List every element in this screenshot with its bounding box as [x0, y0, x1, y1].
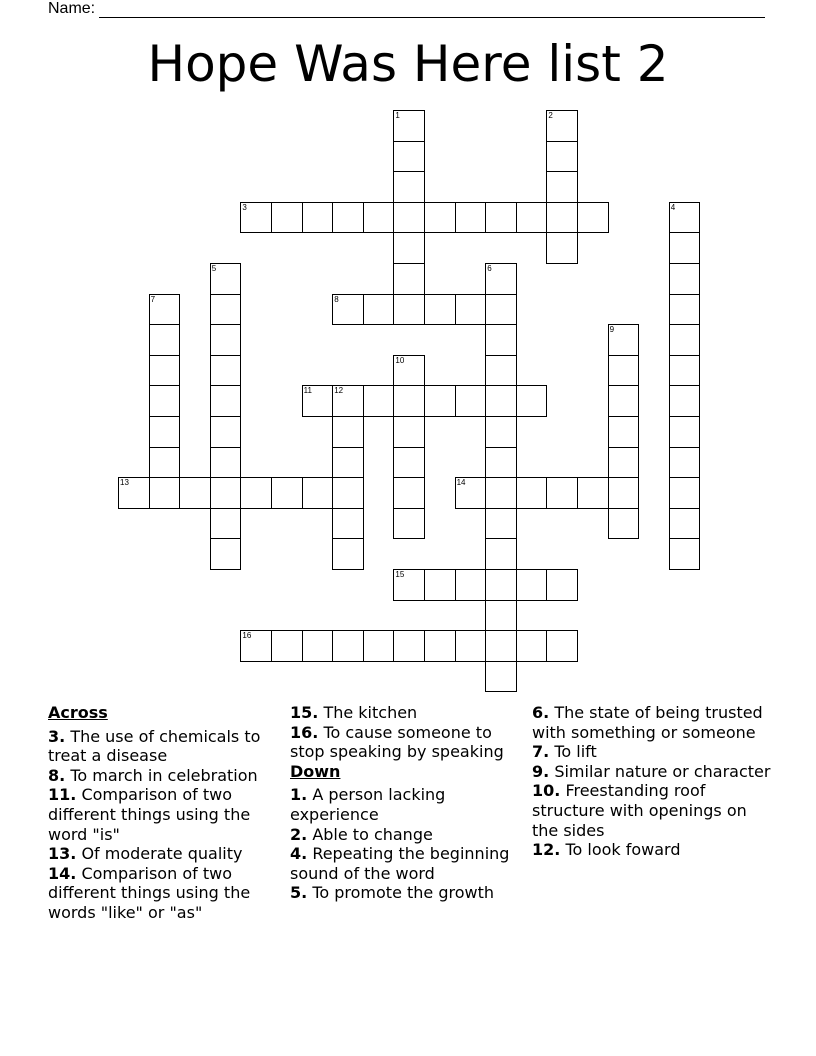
grid-cell[interactable] — [332, 630, 364, 662]
grid-cell[interactable] — [516, 630, 548, 662]
grid-cell[interactable] — [485, 569, 517, 601]
clue-number: 12. — [532, 840, 561, 860]
clue-number: 7. — [532, 742, 550, 762]
grid-cell[interactable] — [302, 385, 334, 417]
clue-number: 9. — [532, 761, 550, 781]
puzzle-title: Hope Was Here list 2 — [147, 35, 669, 93]
clue-down-10 — [532, 781, 772, 840]
grid-cell[interactable] — [577, 202, 609, 234]
grid-cell[interactable] — [516, 477, 548, 509]
grid-cell[interactable] — [669, 263, 701, 295]
grid-cell[interactable] — [485, 661, 517, 693]
grid-cell[interactable] — [210, 324, 242, 356]
cell-number: 13 — [120, 478, 129, 488]
grid-cell[interactable] — [393, 385, 425, 417]
clue-number: 16. — [290, 722, 319, 742]
grid-cell[interactable] — [393, 569, 425, 601]
grid-cell[interactable] — [393, 630, 425, 662]
grid-cell[interactable] — [546, 141, 578, 173]
grid-cell[interactable] — [669, 508, 701, 540]
grid-cell[interactable] — [485, 447, 517, 479]
grid-cell[interactable] — [393, 508, 425, 540]
grid-cell[interactable] — [149, 477, 181, 509]
clue-down-1 — [290, 785, 528, 824]
grid-cell[interactable] — [546, 202, 578, 234]
grid-cell[interactable] — [485, 202, 517, 234]
grid-cell[interactable] — [455, 569, 487, 601]
cell-number: 6 — [487, 264, 492, 273]
grid-cell[interactable] — [485, 630, 517, 662]
grid-cell[interactable] — [485, 416, 517, 448]
grid-cell[interactable] — [669, 324, 701, 356]
grid-cell[interactable] — [485, 600, 517, 632]
clue-text: Freestanding roof structure with openings on the sides — [532, 781, 747, 840]
grid-cell[interactable] — [669, 538, 701, 570]
cell-number: 5 — [211, 264, 217, 273]
grid-cell[interactable] — [393, 355, 425, 387]
cell-number: 12 — [334, 386, 344, 396]
grid-cell[interactable] — [240, 477, 272, 509]
grid-cell[interactable] — [332, 294, 364, 326]
grid-cell[interactable] — [118, 477, 150, 509]
grid-cell[interactable] — [393, 294, 425, 326]
grid-cell[interactable] — [210, 508, 242, 540]
clue-down-6 — [532, 703, 772, 742]
clues-column-2 — [290, 703, 528, 903]
clue-down-4 — [290, 844, 528, 883]
grid-cell[interactable] — [332, 477, 364, 509]
clue-down-7 — [532, 742, 772, 762]
grid-cell[interactable] — [271, 630, 303, 662]
grid-cell[interactable] — [363, 294, 395, 326]
clue-across-3 — [48, 727, 284, 766]
grid-cell[interactable] — [608, 385, 640, 417]
grid-cell[interactable] — [240, 202, 272, 234]
grid-cell[interactable] — [424, 294, 456, 326]
grid-cell[interactable] — [393, 232, 425, 264]
grid-cell[interactable] — [485, 508, 517, 540]
grid-cell[interactable] — [393, 171, 425, 203]
grid-cell[interactable] — [393, 263, 425, 295]
clues-column-3 — [532, 703, 772, 860]
cell-number: 16 — [242, 631, 252, 641]
grid-cell[interactable] — [210, 447, 242, 479]
cell-number: 1 — [395, 111, 400, 120]
clue-text: Of moderate quality — [81, 844, 243, 864]
grid-cell[interactable] — [516, 202, 548, 234]
name-label: Name: — [48, 0, 96, 17]
clue-text: To promote the growth — [312, 883, 495, 903]
clue-text: Able to change — [312, 824, 433, 844]
grid-cell[interactable] — [271, 477, 303, 509]
grid-cell[interactable] — [455, 630, 487, 662]
clue-text: Comparison of two different things using the word "is" — [48, 785, 251, 844]
grid-cell[interactable] — [210, 538, 242, 570]
grid-cell[interactable] — [669, 294, 701, 326]
cell-number: 10 — [395, 355, 405, 365]
grid-cell[interactable] — [546, 630, 578, 662]
grid-cell[interactable] — [669, 355, 701, 387]
clue-text: Similar nature or character — [554, 761, 771, 781]
grid-cell[interactable] — [302, 630, 334, 662]
grid-cell[interactable] — [669, 416, 701, 448]
grid-cell[interactable] — [149, 416, 181, 448]
clue-down-5 — [290, 883, 528, 903]
grid-cell[interactable] — [302, 477, 334, 509]
grid-cell[interactable] — [577, 477, 609, 509]
grid-cell[interactable] — [271, 202, 303, 234]
grid-cell[interactable] — [210, 294, 242, 326]
grid-cell[interactable] — [608, 447, 640, 479]
grid-cell[interactable] — [424, 385, 456, 417]
grid-cell[interactable] — [424, 630, 456, 662]
grid-cell[interactable] — [669, 202, 701, 234]
clue-number: 15. — [290, 703, 319, 722]
grid-cell[interactable] — [302, 202, 334, 234]
cell-number: 14 — [456, 478, 466, 488]
grid-cell[interactable] — [546, 232, 578, 264]
clue-text: The use of chemicals to treat a disease — [48, 726, 261, 766]
grid-cell[interactable] — [424, 202, 456, 234]
grid-cell[interactable] — [669, 447, 701, 479]
grid-cell[interactable] — [608, 355, 640, 387]
grid-cell[interactable] — [546, 110, 578, 142]
grid-cell[interactable] — [393, 477, 425, 509]
clue-number: 6. — [532, 703, 550, 722]
clue-text: The state of being trusted with something or someone — [532, 703, 763, 742]
grid-cell[interactable] — [546, 569, 578, 601]
across-heading: Across — [48, 703, 108, 722]
clue-text: To cause someone to stop speaking by speaking — [290, 722, 504, 762]
clue-across-14 — [48, 864, 284, 923]
clue-across-11 — [48, 785, 284, 844]
grid-cell[interactable] — [455, 294, 487, 326]
clue-across-15 — [290, 703, 528, 723]
grid-cell[interactable] — [363, 202, 395, 234]
clue-text: The kitchen — [323, 703, 418, 722]
grid-cell[interactable] — [363, 630, 395, 662]
grid-cell[interactable] — [210, 416, 242, 448]
clue-number: 13. — [48, 844, 77, 864]
grid-cell[interactable] — [393, 202, 425, 234]
clue-across-13 — [48, 844, 284, 864]
down-heading: Down — [290, 761, 341, 781]
clue-number: 4. — [290, 844, 308, 864]
grid-cell[interactable] — [210, 477, 242, 509]
grid-cell[interactable] — [455, 202, 487, 234]
grid-cell[interactable] — [393, 141, 425, 173]
clue-number: 5. — [290, 883, 308, 903]
grid-cell[interactable] — [149, 447, 181, 479]
clue-number: 10. — [532, 781, 561, 801]
clue-text: To march in celebration — [70, 765, 258, 785]
grid-cell[interactable] — [608, 324, 640, 356]
clue-across-16 — [290, 723, 528, 762]
grid-cell[interactable] — [485, 477, 517, 509]
grid-cell[interactable] — [485, 294, 517, 326]
clue-text: A person lacking experience — [290, 785, 446, 824]
grid-cell[interactable] — [210, 385, 242, 417]
cell-number: 7 — [150, 294, 156, 304]
cell-number: 2 — [548, 111, 553, 120]
grid-cell[interactable] — [332, 447, 364, 479]
grid-cell[interactable] — [485, 324, 517, 356]
grid-cell[interactable] — [363, 385, 395, 417]
clue-number: 1. — [290, 785, 308, 805]
clue-down-9 — [532, 762, 772, 782]
grid-cell[interactable] — [485, 538, 517, 570]
grid-cell[interactable] — [179, 477, 211, 509]
grid-cell[interactable] — [149, 294, 181, 326]
grid-cell[interactable] — [485, 263, 517, 295]
clue-text: To lift — [554, 742, 597, 762]
cell-number: 3 — [242, 202, 247, 212]
cell-number: 4 — [670, 202, 676, 212]
grid-cell[interactable] — [332, 538, 364, 570]
grid-cell[interactable] — [455, 385, 487, 417]
grid-cell[interactable] — [669, 477, 701, 509]
grid-cell[interactable] — [149, 324, 181, 356]
grid-cell[interactable] — [485, 355, 517, 387]
cell-number: 9 — [609, 325, 615, 335]
grid-cell[interactable] — [332, 508, 364, 540]
grid-cell[interactable] — [149, 385, 181, 417]
grid-cell[interactable] — [669, 232, 701, 264]
clue-number: 14. — [48, 863, 77, 883]
grid-cell[interactable] — [546, 171, 578, 203]
cell-number: 8 — [334, 294, 339, 304]
grid-cell[interactable] — [393, 110, 425, 142]
clue-text: To look foward — [565, 840, 681, 860]
cell-number: 11 — [303, 386, 312, 396]
grid-cell[interactable] — [516, 385, 548, 417]
grid-cell[interactable] — [332, 385, 364, 417]
grid-cell[interactable] — [149, 355, 181, 387]
clue-down-12 — [532, 840, 772, 860]
clue-across-8 — [48, 766, 284, 786]
grid-cell[interactable] — [516, 569, 548, 601]
clue-number: 8. — [48, 765, 66, 785]
clue-number: 2. — [290, 824, 308, 844]
grid-cell[interactable] — [608, 416, 640, 448]
grid-cell[interactable] — [546, 477, 578, 509]
grid-cell[interactable] — [393, 447, 425, 479]
grid-cell[interactable] — [393, 416, 425, 448]
clues-column-1 — [48, 703, 284, 923]
clue-text: Comparison of two different things using the words "like" or "as" — [48, 863, 251, 922]
clue-number: 11. — [48, 785, 77, 805]
grid-cell[interactable] — [608, 477, 640, 509]
grid-cell[interactable] — [210, 263, 242, 295]
grid-cell[interactable] — [455, 477, 487, 509]
grid-cell[interactable] — [240, 630, 272, 662]
grid-cell[interactable] — [669, 385, 701, 417]
grid-cell[interactable] — [608, 508, 640, 540]
grid-cell[interactable] — [332, 202, 364, 234]
clue-text: Repeating the beginning sound of the word — [290, 844, 510, 883]
grid-cell[interactable] — [485, 385, 517, 417]
cell-number: 15 — [395, 570, 405, 579]
grid-cell[interactable] — [210, 355, 242, 387]
grid-cell[interactable] — [332, 416, 364, 448]
clue-number: 3. — [48, 726, 66, 746]
clue-down-2 — [290, 825, 528, 845]
grid-cell[interactable] — [424, 569, 456, 601]
